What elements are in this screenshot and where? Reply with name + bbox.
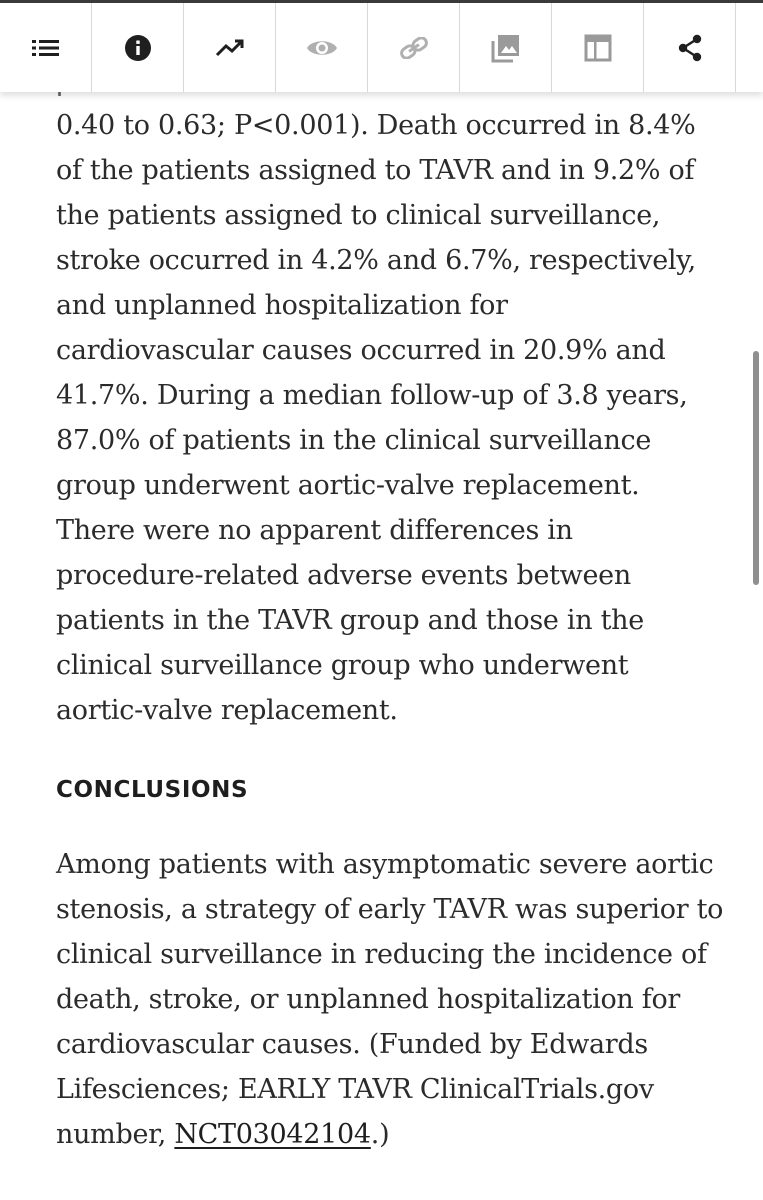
- tables-button[interactable]: [552, 3, 644, 92]
- article-toolbar: [0, 0, 763, 92]
- text-line: 87.0% of patients in the clinical surveillance: [56, 425, 652, 456]
- text-line: group underwent aortic-valve replacement.: [56, 470, 640, 501]
- line-suffix: .): [370, 1119, 390, 1150]
- info-icon: [124, 34, 152, 62]
- text-line: Among patients with asymptomatic severe aortic: [56, 849, 714, 880]
- text-line: clinical surveillance group who underwent: [56, 650, 629, 681]
- scrollbar-thumb[interactable]: [753, 351, 759, 585]
- link-icon: [398, 37, 430, 59]
- image-icon: [491, 33, 521, 63]
- trending-icon: [215, 38, 245, 58]
- link-button[interactable]: [368, 3, 460, 92]
- toolbar-overflow: [736, 3, 763, 92]
- results-paragraph: [56, 103, 696, 733]
- list-icon: [32, 38, 60, 58]
- text-line: clinical surveillance in reducing the incidence of: [56, 939, 707, 970]
- view-button[interactable]: [276, 3, 368, 92]
- text-line: stroke occurred in 4.2% and 6.7%, respectively,: [56, 245, 696, 276]
- text-line: aortic-valve replacement.: [56, 695, 398, 726]
- figures-button[interactable]: [460, 3, 552, 92]
- text-line: procedure-related adverse events between: [56, 560, 631, 591]
- text-line: of the patients assigned to TAVR and in 9.2% of: [56, 155, 695, 186]
- text-line: patients in the TAVR group and those in the: [56, 605, 644, 636]
- text-line: [56, 1112, 723, 1157]
- text-line: 41.7%. During a median follow-up of 3.8 years,: [56, 380, 688, 411]
- text-line: stenosis, a strategy of early TAVR was superior to: [56, 894, 724, 925]
- outline-button[interactable]: [0, 3, 92, 92]
- text-line: death, stroke, or unplanned hospitalization for: [56, 984, 681, 1015]
- text-line: There were no apparent differences in: [56, 515, 573, 546]
- share-button[interactable]: [644, 3, 736, 92]
- text-line: the patients assigned to clinical surveillance,: [56, 200, 661, 231]
- share-icon: [677, 34, 703, 62]
- trial-registration-link[interactable]: NCT03042104: [174, 1119, 371, 1150]
- eye-icon: [306, 37, 338, 59]
- metrics-button[interactable]: [184, 3, 276, 92]
- conclusions-heading: CONCLUSIONS: [56, 777, 249, 803]
- article-info-button[interactable]: [92, 3, 184, 92]
- text-line: Lifesciences; EARLY TAVR ClinicalTrials.gov: [56, 1074, 654, 1105]
- table-icon: [584, 34, 612, 62]
- text-line: and unplanned hospitalization for: [56, 290, 508, 321]
- conclusions-paragraph: [56, 842, 723, 1157]
- line-prefix: number,: [56, 1119, 175, 1150]
- text-line: 0.40 to 0.63; P<0.001). Death occurred in 8.4%: [56, 110, 696, 141]
- text-line: cardiovascular causes. (Funded by Edwards: [56, 1029, 648, 1060]
- text-line: cardiovascular causes occurred in 20.9% and: [56, 335, 666, 366]
